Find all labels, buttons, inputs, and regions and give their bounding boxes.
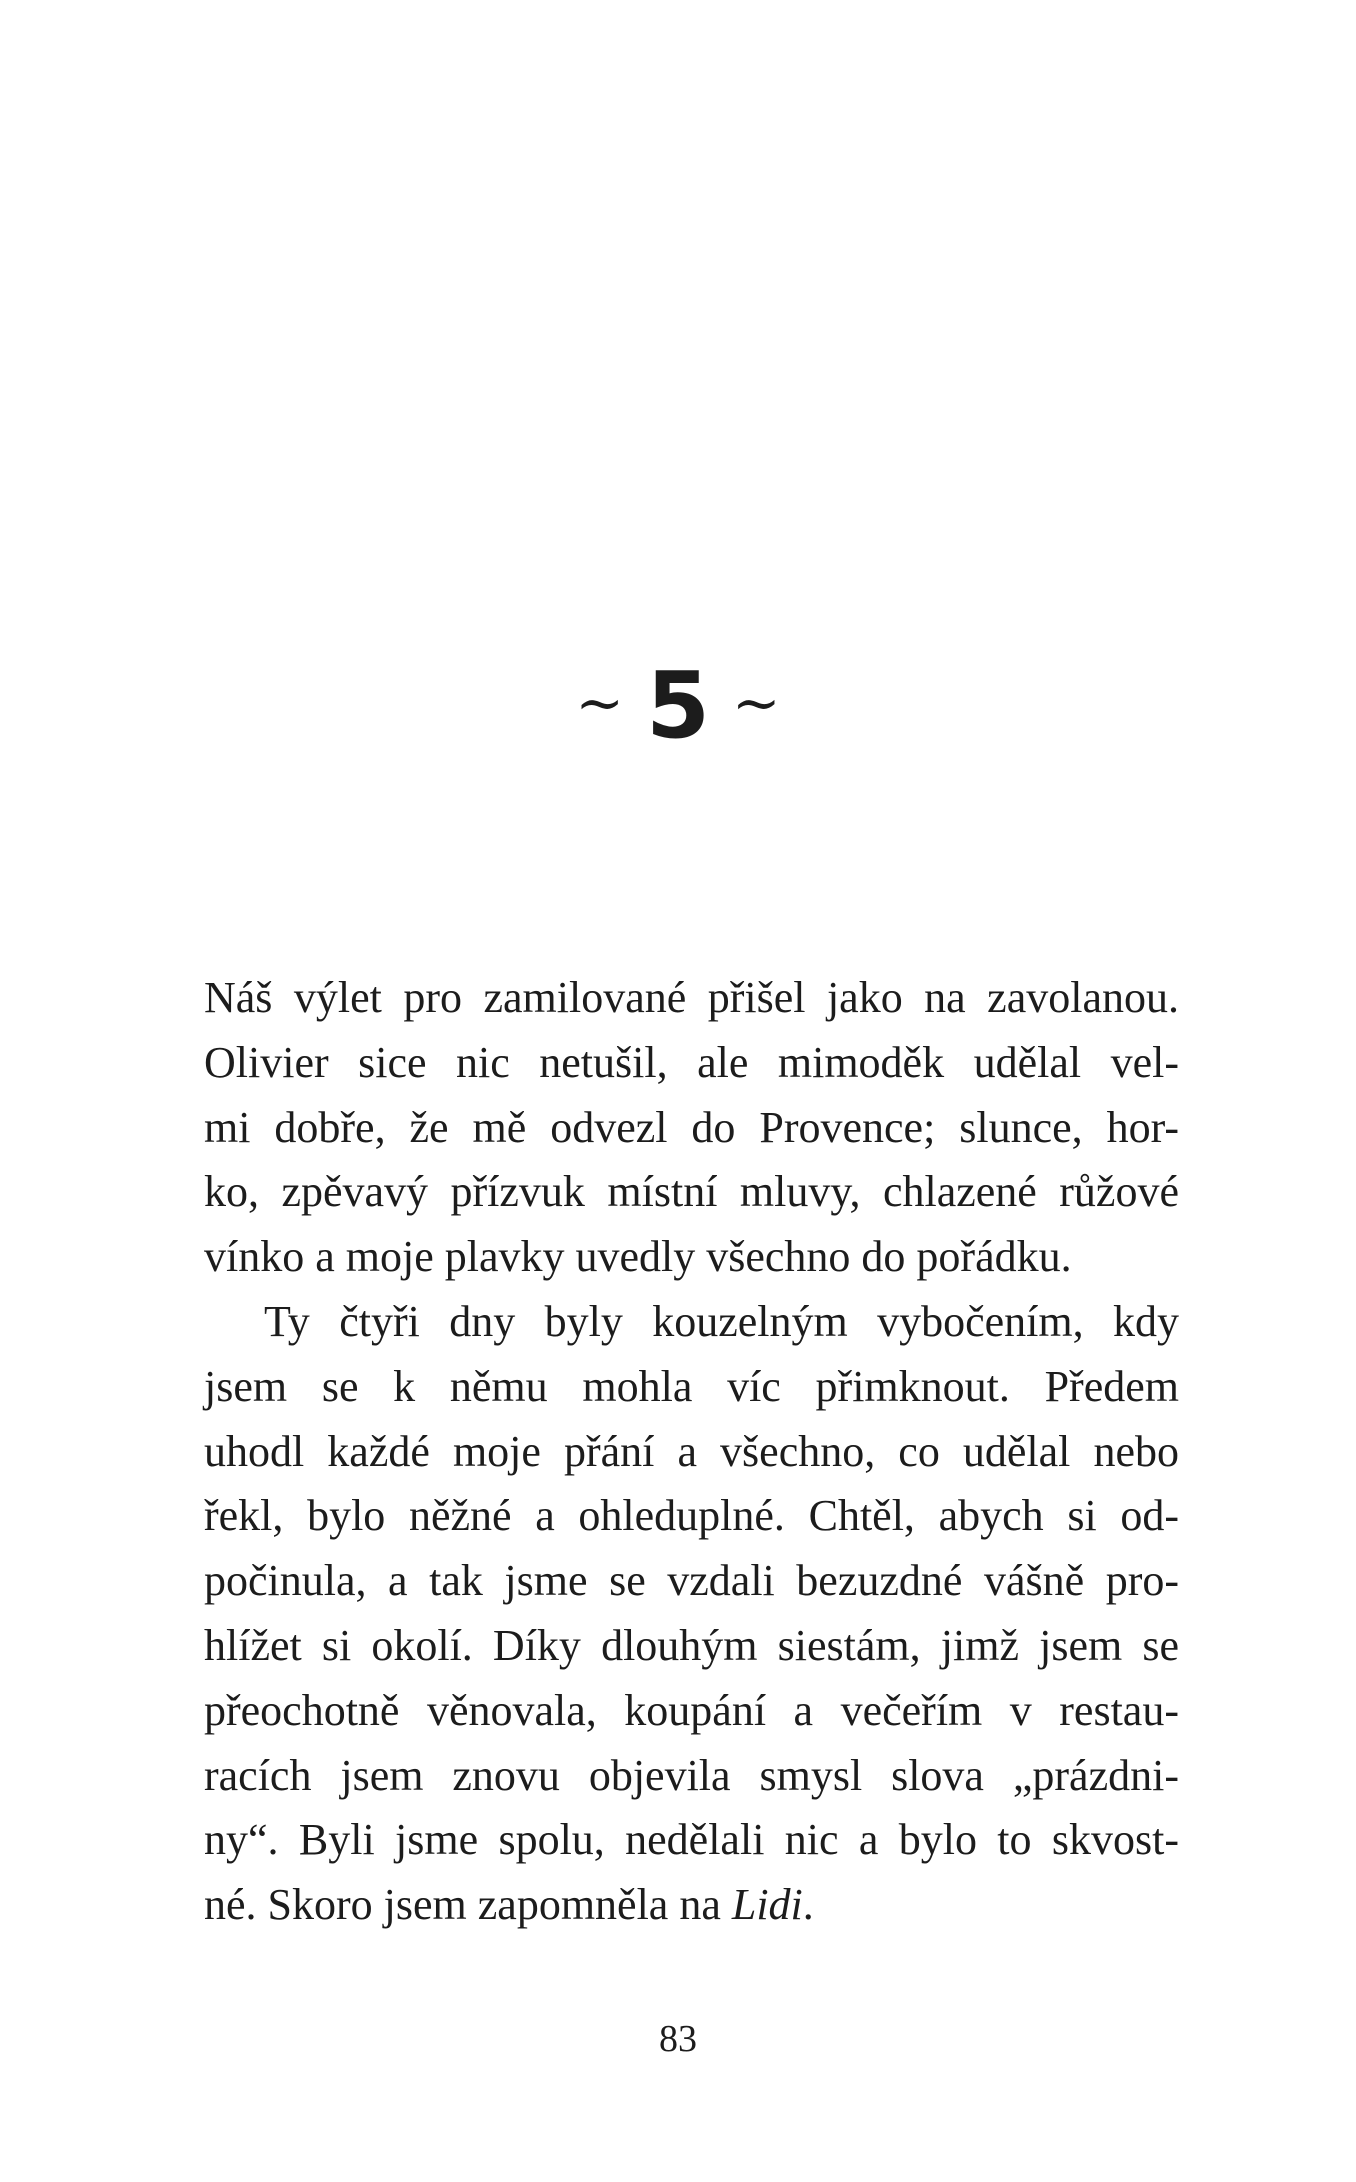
last-line-period: . [802,1880,814,1930]
chapter-tilde-left: ~ [575,669,624,737]
text-line: racích jsem znovu objevila smysl slova „prázdni- [204,1750,1179,1800]
chapter-tilde-right: ~ [732,669,781,737]
text-line: uhodl každé moje přání a všechno, co udělal nebo [204,1426,1179,1476]
text-line: přeochotně věnovala, koupání a večeřím v restau- [204,1685,1179,1735]
chapter-heading [0,652,1356,759]
text-line: počinula, a tak jsme se vzdali bezuzdné vášně pro- [204,1556,1179,1606]
text-line: vínko a moje plavky uvedly všechno do pořádku. [204,1232,1072,1282]
text-line: Olivier sice nic netušil, ale mimoděk udělal vel- [204,1037,1179,1087]
chapter-number: 5 [645,652,710,759]
last-line-text: né. Skoro jsem zapomněla na [204,1880,732,1930]
text-line: hlížet si okolí. Díky dlouhým siestám, jimž jsem se [204,1620,1179,1670]
text-line: mi dobře, že mě odvezl do Provence; slunce, hor- [204,1102,1179,1152]
text-line: ko, zpěvavý přízvuk místní mluvy, chlazené růžové [204,1167,1179,1217]
text-line: ny“. Byli jsme spolu, nedělali nic a bylo to skvost- [204,1815,1179,1865]
body-text [204,966,1179,1938]
text-line: řekl, bylo něžné a ohleduplné. Chtěl, abych si od- [204,1491,1179,1541]
text-line: Ty čtyři dny byly kouzelným vybočením, kdy [264,1296,1179,1346]
text-line-last [204,1873,1179,1938]
book-title-italic: Lidi [731,1880,803,1930]
text-line: Náš výlet pro zamilované přišel jako na zavolanou. [204,973,1179,1022]
page-number: 83 [659,2018,697,2060]
text-line: jsem se k němu mohla víc přimknout. Předem [204,1361,1179,1411]
